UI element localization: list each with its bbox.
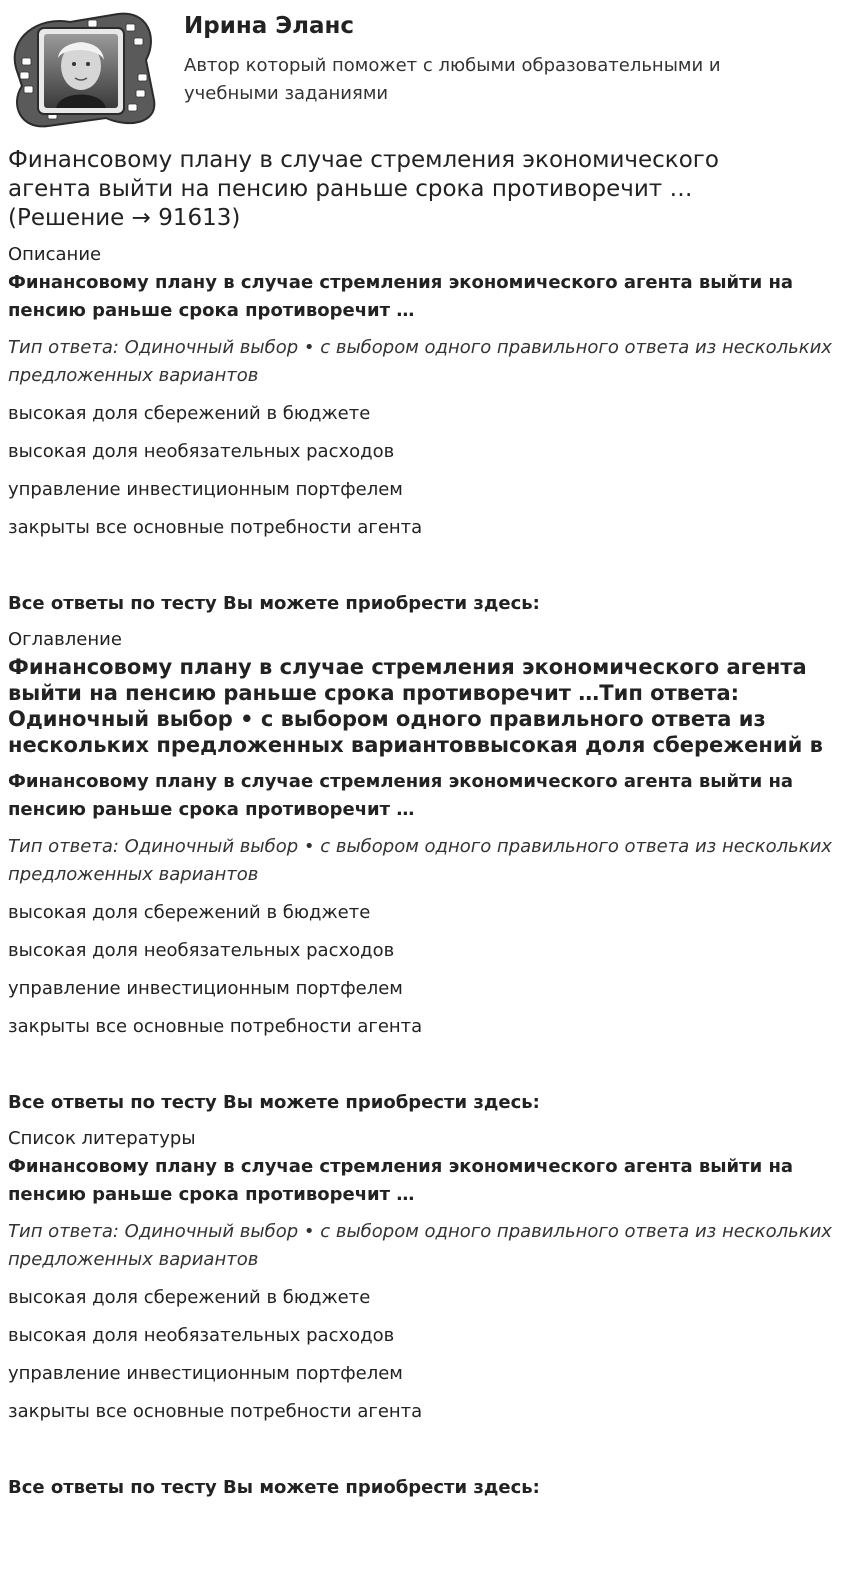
answer-option: закрыты все основные потребности агента	[8, 1401, 423, 1422]
answer-type: Тип ответа: Одиночный выбор • с выбором одного правильного ответа из нескольких предложенных вариантов	[8, 836, 832, 885]
author-header	[8, 8, 838, 128]
page-title: Финансовому плану в случае стремления экономического агента выйти на пенсию раньше срока противоречит … (Решение → 91613)	[8, 147, 719, 231]
main-content	[8, 146, 840, 1502]
answer-option: высокая доля необязательных расходов	[8, 1325, 395, 1346]
contents-section	[8, 628, 840, 1117]
author-avatar[interactable]	[8, 8, 158, 128]
author-description: Автор который поможет с любыми образовательными и учебными заданиями	[184, 55, 721, 104]
answer-option: высокая доля сбережений в бюджете	[8, 403, 371, 424]
answer-option: закрыты все основные потребности агента	[8, 517, 423, 538]
question-text: Финансовому плану в случае стремления экономического агента выйти на пенсию раньше срока противоречит …	[8, 771, 794, 820]
description-section	[8, 243, 840, 618]
answer-option: управление инвестиционным портфелем	[8, 978, 403, 999]
answer-option: закрыты все основные потребности агента	[8, 1016, 423, 1037]
answer-option: высокая доля необязательных расходов	[8, 940, 395, 961]
answer-option: высокая доля сбережений в бюджете	[8, 1287, 371, 1308]
buy-answers-note: Все ответы по тесту Вы можете приобрести здесь:	[8, 1092, 540, 1113]
author-name[interactable]: Ирина Эланс	[184, 13, 355, 39]
references-section	[8, 1127, 840, 1502]
answer-type: Тип ответа: Одиночный выбор • с выбором одного правильного ответа из нескольких предложенных вариантов	[8, 337, 832, 386]
question-text: Финансовому плану в случае стремления экономического агента выйти на пенсию раньше срока противоречит …	[8, 1156, 794, 1205]
section-label-contents: Оглавление	[8, 629, 122, 650]
answer-type: Тип ответа: Одиночный выбор • с выбором одного правильного ответа из нескольких предложенных вариантов	[8, 1221, 832, 1270]
film-frame-avatar-icon	[8, 8, 158, 128]
answer-option: управление инвестиционным портфелем	[8, 479, 403, 500]
buy-answers-note: Все ответы по тесту Вы можете приобрести здесь:	[8, 1477, 540, 1498]
section-label-description: Описание	[8, 244, 102, 265]
answer-option: высокая доля сбережений в бюджете	[8, 902, 371, 923]
answer-option: высокая доля необязательных расходов	[8, 441, 395, 462]
section-label-references: Список литературы	[8, 1128, 196, 1149]
buy-answers-note: Все ответы по тесту Вы можете приобрести здесь:	[8, 593, 540, 614]
answer-option: управление инвестиционным портфелем	[8, 1363, 403, 1384]
question-text: Финансовому плану в случае стремления экономического агента выйти на пенсию раньше срока противоречит …	[8, 272, 794, 321]
contents-heading: Финансовому плану в случае стремления экономического агента выйти на пенсию раньше срока противоречит …Тип ответа: Одиночный выбор • с выбором одного правильного ответа из нескольких предложенных вариантоввысокая доля сбережений в	[8, 655, 823, 757]
